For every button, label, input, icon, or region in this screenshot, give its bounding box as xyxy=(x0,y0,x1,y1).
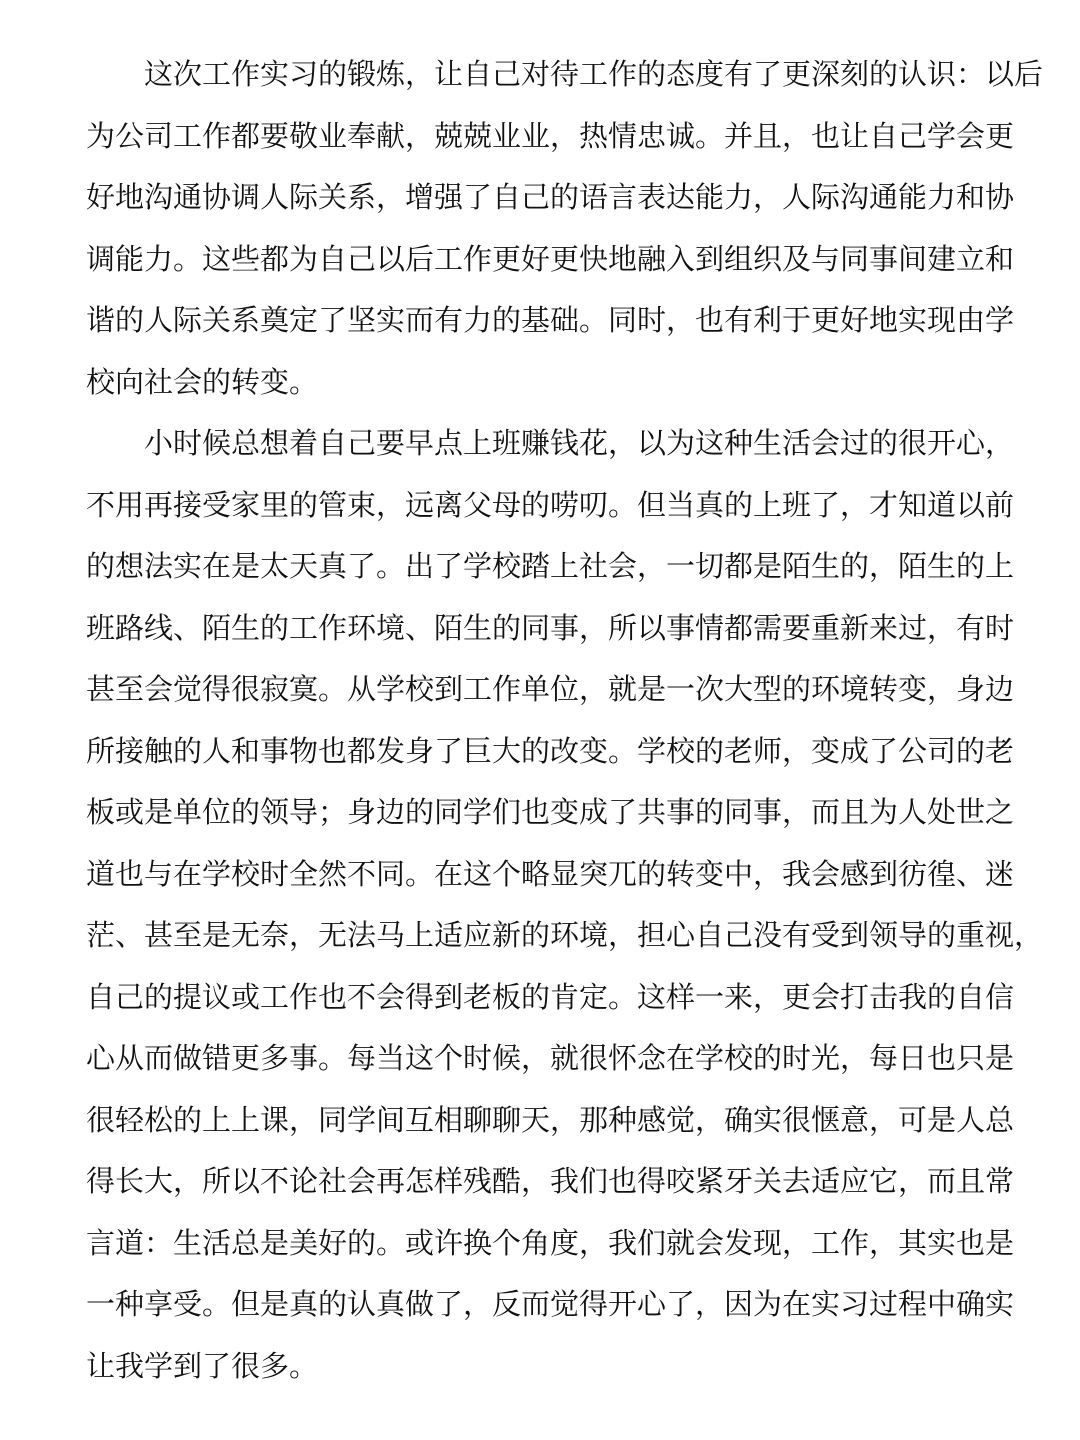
paragraph-2-line-16: 让我学到了很多。 xyxy=(86,1348,319,1383)
paragraph-2-line-11: 心从而做错更多事。每当这个时候，就很怀念在学校的时光，每日也只是 xyxy=(86,1041,1015,1075)
paragraph-2-line-7: 板或是单位的领导；身边的同学们也变成了共事的同事，而且为人处世之 xyxy=(86,795,1015,829)
paragraph-2-line-15: 一种享受。但是真的认真做了，反而觉得开心了，因为在实习过程中确实 xyxy=(86,1287,1015,1321)
paragraph-1-line-1: 这次工作实习的锻炼，让自己对待工作的态度有了更深刻的认识：以后 xyxy=(144,57,1044,91)
paragraph-2-line-13: 得长大，所以不论社会再怎样残酷，我们也得咬紧牙关去适应它，而且常 xyxy=(86,1164,1015,1198)
paragraph-2-line-6: 所接触的人和事物也都发身了巨大的改变。学校的老师，变成了公司的老 xyxy=(86,733,1015,768)
paragraph-2-line-1: 小时候总想着自己要早点上班赚钱花，以为这种生活会过的很开心， xyxy=(144,426,1015,460)
paragraph-2-line-2: 不用再接受家里的管束，远离父母的唠叨。但当真的上班了，才知道以前 xyxy=(86,487,1015,522)
paragraph-2-line-3: 的想法实在是太天真了。出了学校踏上社会，一切都是陌生的，陌生的上 xyxy=(86,549,1015,583)
paragraph-2-line-8: 道也与在学校时全然不同。在这个略显突兀的转变中，我会感到彷徨、迷 xyxy=(86,856,1015,891)
paragraph-2-line-14: 言道：生活总是美好的。或许换个角度，我们就会发现，工作，其实也是 xyxy=(86,1225,1015,1260)
paragraph-1-line-5: 谐的人际关系奠定了坚实而有力的基础。同时，也有利于更好地实现由学 xyxy=(86,303,1015,337)
paragraph-1-line-3: 好地沟通协调人际关系，增强了自己的语言表达能力，人际沟通能力和协 xyxy=(86,180,1015,214)
body-text xyxy=(86,44,1044,1397)
paragraph-1-line-6: 校向社会的转变。 xyxy=(86,364,319,399)
paragraph-2-line-10: 自己的提议或工作也不会得到老板的肯定。这样一来，更会打击我的自信 xyxy=(86,979,1015,1014)
paragraph-1-line-4: 调能力。这些都为自己以后工作更好更快地融入到组织及与同事间建立和 xyxy=(86,241,1015,276)
paragraph-2-line-9: 茫、甚至是无奈，无法马上适应新的环境，担心自己没有受到领导的重视， xyxy=(86,918,1044,952)
paragraph-2-line-5: 甚至会觉得很寂寞。从学校到工作单位，就是一次大型的环境转变，身边 xyxy=(86,672,1015,706)
paragraph-1-line-2: 为公司工作都要敬业奉献，兢兢业业，热情忠诚。并且，也让自己学会更 xyxy=(86,118,1015,153)
paragraph-2-line-12: 很轻松的上上课，同学间互相聊聊天，那种感觉，确实很惬意，可是人总 xyxy=(86,1102,1015,1137)
paragraph-2-line-4: 班路线、陌生的工作环境、陌生的同事，所以事情都需要重新来过，有时 xyxy=(86,610,1015,645)
